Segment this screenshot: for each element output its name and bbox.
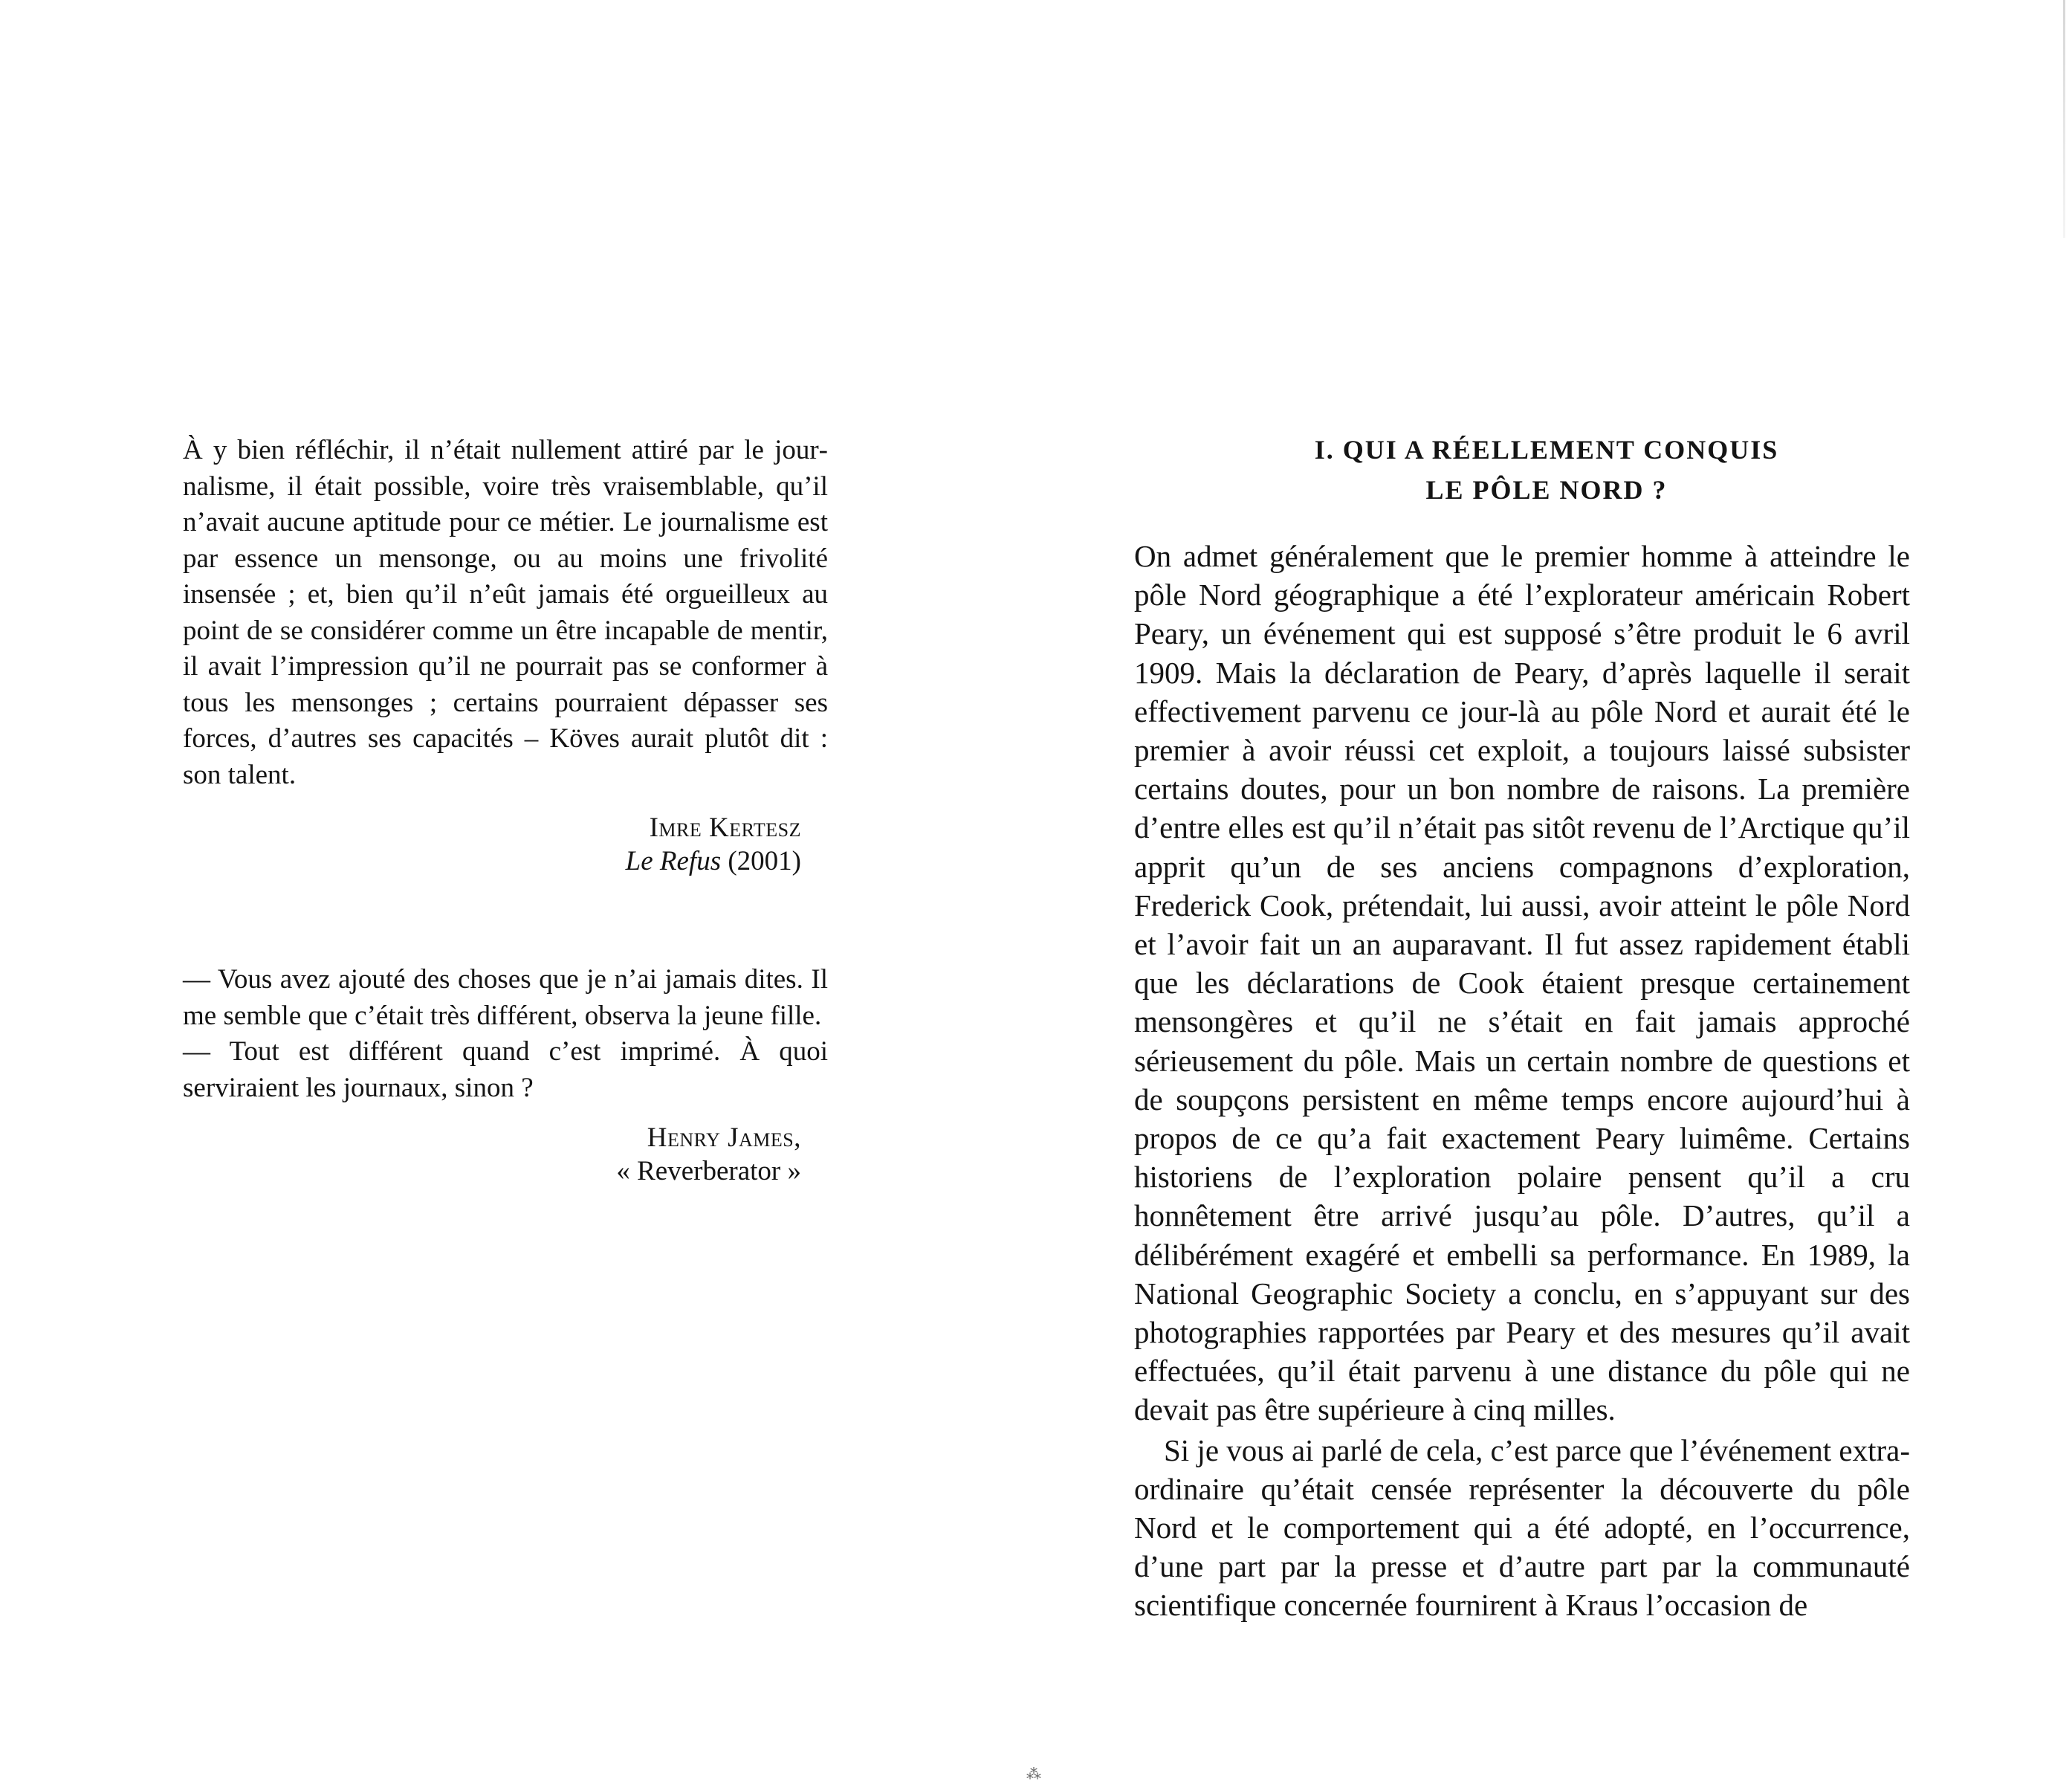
epigraph-james-line-2: — Tout est différent quand c’est imprimé. À quoi serviraient les journaux, sinon ?	[183, 1036, 828, 1103]
chapter-heading	[1138, 430, 1955, 510]
body-paragraph-2: Si je vous ai parlé de cela, c’est parce que l’événement extraordinaire qu’était censée représenter la découverte du pôle Nord et le comportement qui a été adopté, en l’occurrence, d’une part par la presse et d’autre part par la communauté scientifique concernée fournirent à Kraus l’occasion de	[1134, 1432, 1911, 1623]
epigraph-kertesz-author: Imre Kertesz	[649, 812, 801, 843]
chapter-heading-line-2: LE PÔLE NORD ?	[1425, 475, 1668, 505]
epigraph-james-work-title: « Reverberator »	[616, 1156, 801, 1186]
epigraph-kertesz-source	[183, 844, 801, 878]
epigraph-kertesz-work-title: Le Refus	[625, 846, 722, 876]
epigraph-kertesz-attribution	[183, 811, 828, 878]
chapter-body	[1134, 537, 1910, 1625]
epigraph-james-author: Henry James,	[647, 1122, 801, 1153]
epigraph-james-line-1: — Vous avez ajouté des choses que je n’ai jamais dites. Il me semble que c’était très différent, observa la jeune fille.	[183, 964, 828, 1031]
epigraph-james-attribution	[183, 1121, 828, 1188]
epigraph-kertesz	[183, 433, 828, 878]
scan-artifact-mark: ⁂	[1026, 1766, 1041, 1783]
scan-page-edge	[2063, 0, 2065, 238]
epigraph-kertesz-work-year: (2001)	[728, 846, 801, 876]
chapter-heading-line-1: I. QUI A RÉELLEMENT CONQUIS	[1314, 435, 1779, 465]
right-page	[1036, 0, 2072, 1790]
epigraph-kertesz-text: À y bien réfléchir, il n’était nullement attiré par le journalisme, il était possible, voire très vraisemblable, qu’il n’avait aucune aptitude pour ce métier. Le journalisme est par essence un mensonge, ou au moins une frivolité insensée ; et, bien qu’il n’eût jamais été orgueilleux au point de se considérer comme un être incapable de mentir, il avait l’impression qu’il ne pourrait pas se conformer à tous les mensonges ; certains pourraient dépasser ses forces, d’autres ses capacités – Köves aurait plutôt dit : son talent.	[183, 435, 828, 790]
body-paragraph-1: On admet généralement que le premier homme à atteindre le pôle Nord géographique a été l’explorateur américain Robert Peary, un événement qui est supposé s’être produit le 6 avril 1909. Mais la déclaration de Peary, d’après laquelle il serait effectivement parvenu ce jour-là au pôle Nord et aurait été le premier à avoir réussi cet exploit, a toujours laissé subsister certains doutes, pour un bon nombre de raisons. La première d’entre elles est qu’il n’était pas sitôt revenu de l’Arctique qu’il apprit qu’un de ses anciens compagnons d’exploration, Frederick Cook, prétendait, lui aussi, avoir atteint le pôle Nord et l’avoir fait un an auparavant. Il fut assez rapidement établi que les déclarations de Cook étaient presque certainement mensongères et qu’il ne s’était en fait jamais approché sérieusement du pôle. Mais un certain nombre de questions et de soupçons persistent en même temps encore aujourd’hui à propos de ce qu’a fait exactement Peary luimême. Certains historiens de l’exploration polaire pensent qu’il a cru honnêtement être arrivé jusqu’au pôle. D’autres, qu’il a délibérément exagéré et embelli sa performance. En 1989, la National Geographic Society a conclu, en s’appuyant sur des photographies rapportées par Peary et des mesures qu’il avait effectuées, qu’il était parvenu à une distance du pôle qui ne devait pas être supérieure à cinq milles.	[1134, 539, 1910, 1427]
epigraph-james	[183, 962, 828, 1188]
